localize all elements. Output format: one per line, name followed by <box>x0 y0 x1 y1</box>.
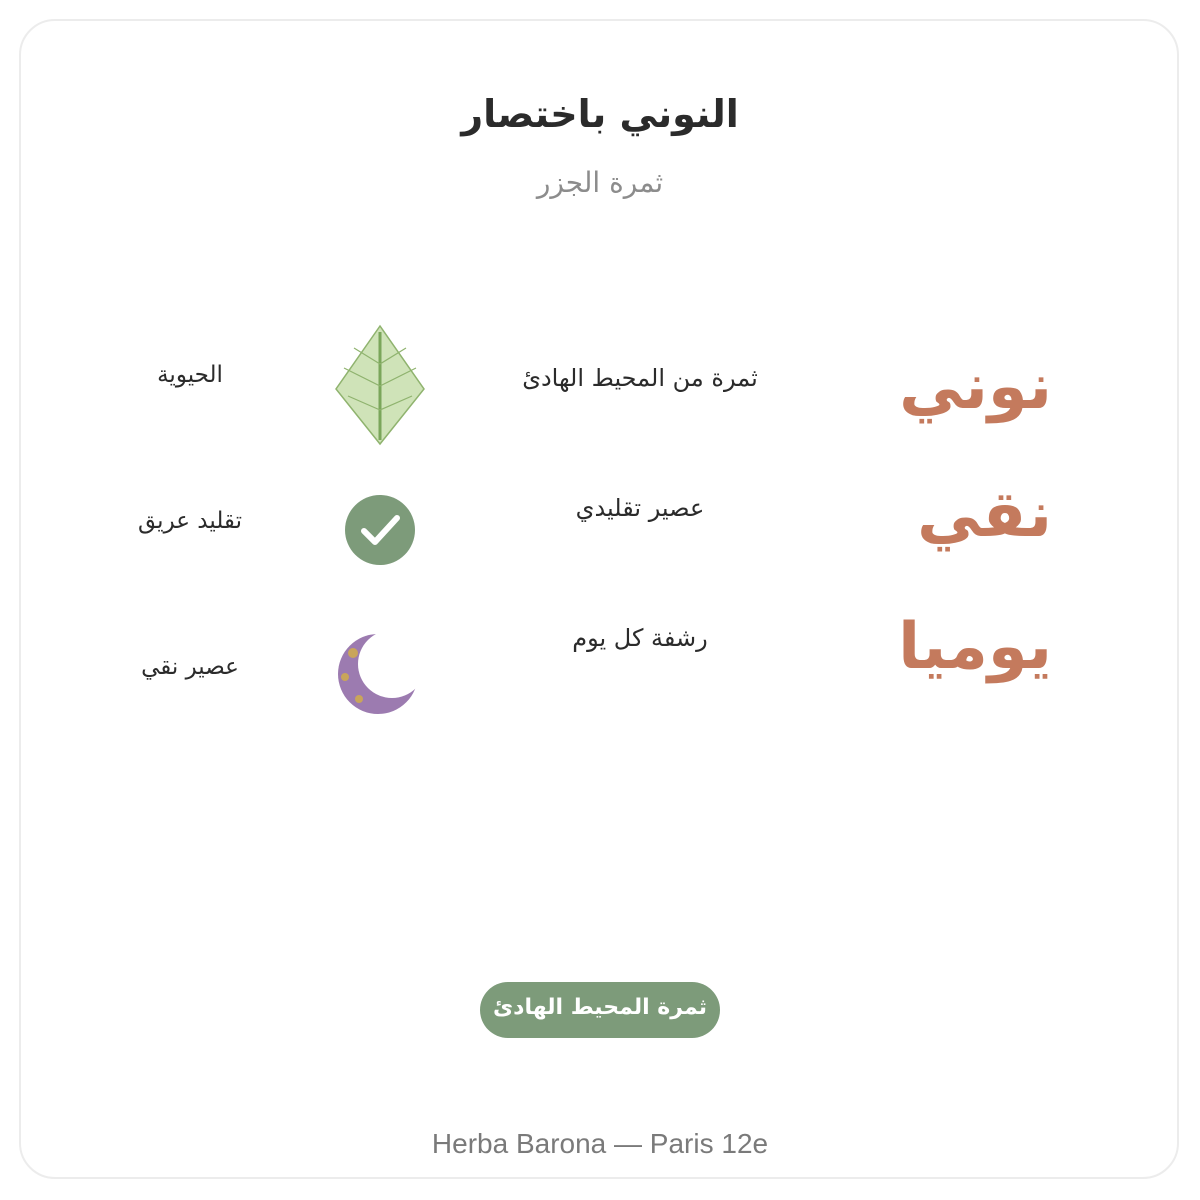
leaf-icon <box>334 324 426 450</box>
row-description: عصير تقليدي <box>575 494 705 522</box>
row-description: ثمرة من المحيط الهادئ <box>522 364 758 392</box>
row-label: عصير نقي <box>141 654 239 680</box>
row-label: تقليد عريق <box>138 508 242 534</box>
row-label: الحيوية <box>157 362 223 388</box>
page-subtitle: ثمرة الجزر <box>536 166 664 199</box>
moon-icon <box>338 634 420 720</box>
footer-text: Herba Barona — Paris 12e <box>431 1128 769 1159</box>
row-description: رشفة كل يوم <box>572 624 708 652</box>
row-word: نقي <box>917 478 1052 552</box>
row-word: يوميا <box>898 610 1052 684</box>
row-word: نوني <box>899 350 1052 424</box>
check-circle-icon <box>344 494 416 570</box>
page-title: النوني باختصار <box>461 92 739 136</box>
cta-button[interactable]: ثمرة المحيط الهادئ <box>480 982 720 1038</box>
